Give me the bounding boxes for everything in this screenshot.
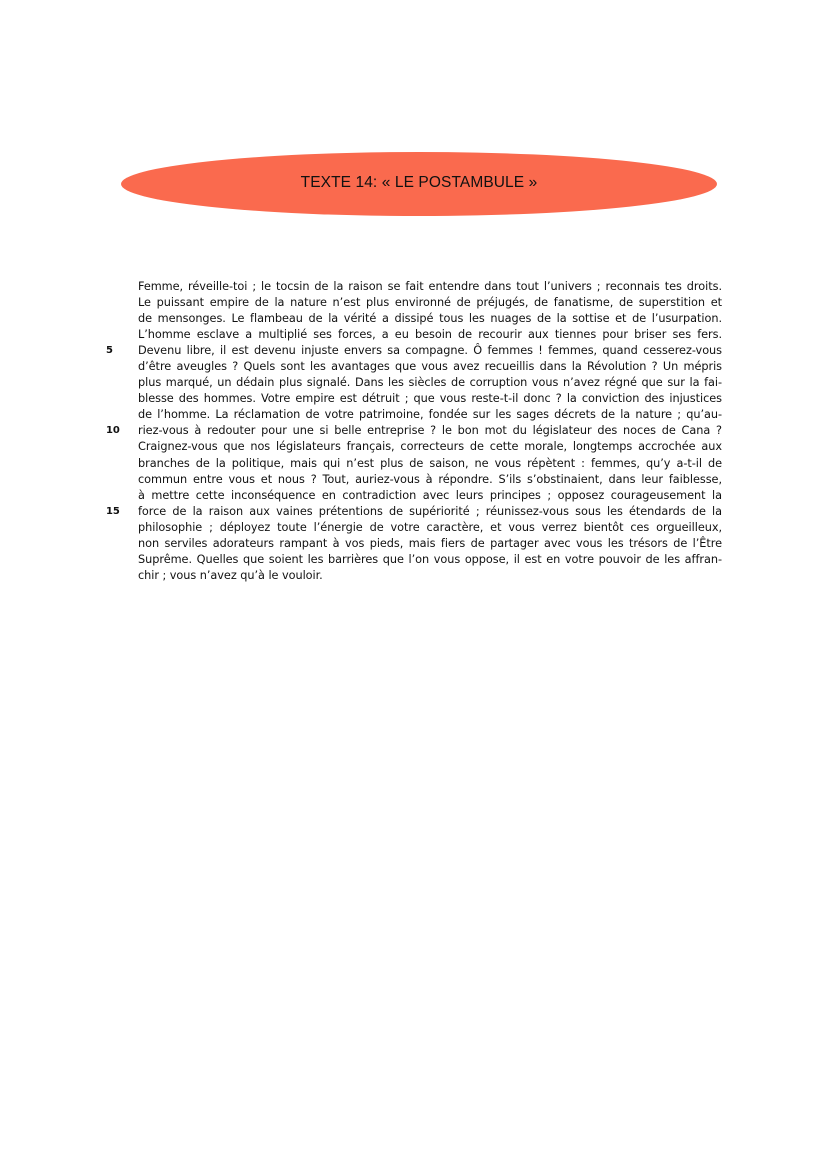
line-text: philosophie ; déployez toute l’énergie de votre caractère, et vous verrez bientôt ces orgueilleux, xyxy=(138,520,722,534)
text-body xyxy=(106,279,722,584)
line-text: force de la raison aux vaines prétentions de supériorité ; réunissez-vous sous les étendards de la xyxy=(138,504,722,518)
text-line xyxy=(138,488,722,504)
text-line xyxy=(138,536,722,552)
line-text: branches de la politique, mais qui n’est plus de saison, ne vous répètent : femmes, qu’y a-t-il de xyxy=(138,456,722,470)
line-text: Le puissant empire de la nature n’est plus environné de préjugés, de fanatisme, de superstition et xyxy=(138,296,722,310)
line-text: Craignez-vous que nos législateurs français, correcteurs de cette morale, longtemps accrochée aux xyxy=(138,440,722,454)
text-line xyxy=(138,407,722,423)
line-text: blesse des hommes. Votre empire est détruit ; que vous reste-t-il donc ? la conviction des injustices xyxy=(138,392,722,406)
title-banner xyxy=(121,152,717,216)
text-line xyxy=(138,375,722,391)
text-line xyxy=(138,327,722,343)
text-line xyxy=(138,552,722,568)
line-text: Devenu libre, il est devenu injuste envers sa compagne. Ô femmes ! femmes, quand cesserez-vous xyxy=(138,344,722,358)
line-text: de mensonges. Le flambeau de la vérité a dissipé tous les nuages de la sottise et de l’usurpation. xyxy=(138,312,722,326)
line-text: d’être aveugles ? Quels sont les avantages que vous avez recueillis dans la Révolution ? Un mépris xyxy=(138,360,722,374)
line-number: 5 xyxy=(106,345,113,357)
line-text: Suprême. Quelles que soient les barrières que l’on vous oppose, il est en votre pouvoir de les affran- xyxy=(138,552,722,566)
line-text: à mettre cette inconséquence en contradiction avec leurs principes ; opposez courageusement la xyxy=(138,488,722,502)
line-text: riez-vous à redouter pour une si belle entreprise ? le bon mot du législateur des noces de Cana ? xyxy=(138,424,722,438)
line-text: chir ; vous n’avez qu’à le vouloir. xyxy=(138,568,323,582)
text-line xyxy=(138,439,722,455)
text-line xyxy=(138,279,722,295)
text-line xyxy=(138,391,722,407)
text-line xyxy=(106,504,722,520)
text-line xyxy=(138,568,722,584)
text-line xyxy=(106,343,722,359)
text-line xyxy=(106,423,722,439)
text-line xyxy=(138,520,722,536)
text-line xyxy=(138,311,722,327)
line-text: de l’homme. La réclamation de votre patrimoine, fondée sur les sages décrets de la nature ; qu’au- xyxy=(138,408,722,422)
text-line xyxy=(138,359,722,375)
document-title: TEXTE 14: « LE POSTAMBULE » xyxy=(300,174,538,191)
line-number: 10 xyxy=(106,425,120,437)
line-text: Femme, réveille-toi ; le tocsin de la raison se fait entendre dans tout l’univers ; reconnais tes droits. xyxy=(138,280,722,293)
line-text: non serviles adorateurs rampant à vos pieds, mais fiers de partager avec vous les trésors de l’Être xyxy=(138,536,722,550)
text-line xyxy=(138,472,722,488)
line-text: plus marqué, un dédain plus signalé. Dans les siècles de corruption vous n’avez régné que sur la fai- xyxy=(138,376,722,390)
line-text: commun entre vous et nous ? Tout, auriez-vous à répondre. S’ils s’obstinaient, dans leur faiblesse, xyxy=(138,472,722,486)
text-line xyxy=(138,295,722,311)
text-line xyxy=(138,456,722,472)
line-number: 15 xyxy=(106,505,120,517)
line-text: L’homme esclave a multiplié ses forces, a eu besoin de recourir aux tiennes pour briser ses fers. xyxy=(138,328,722,342)
